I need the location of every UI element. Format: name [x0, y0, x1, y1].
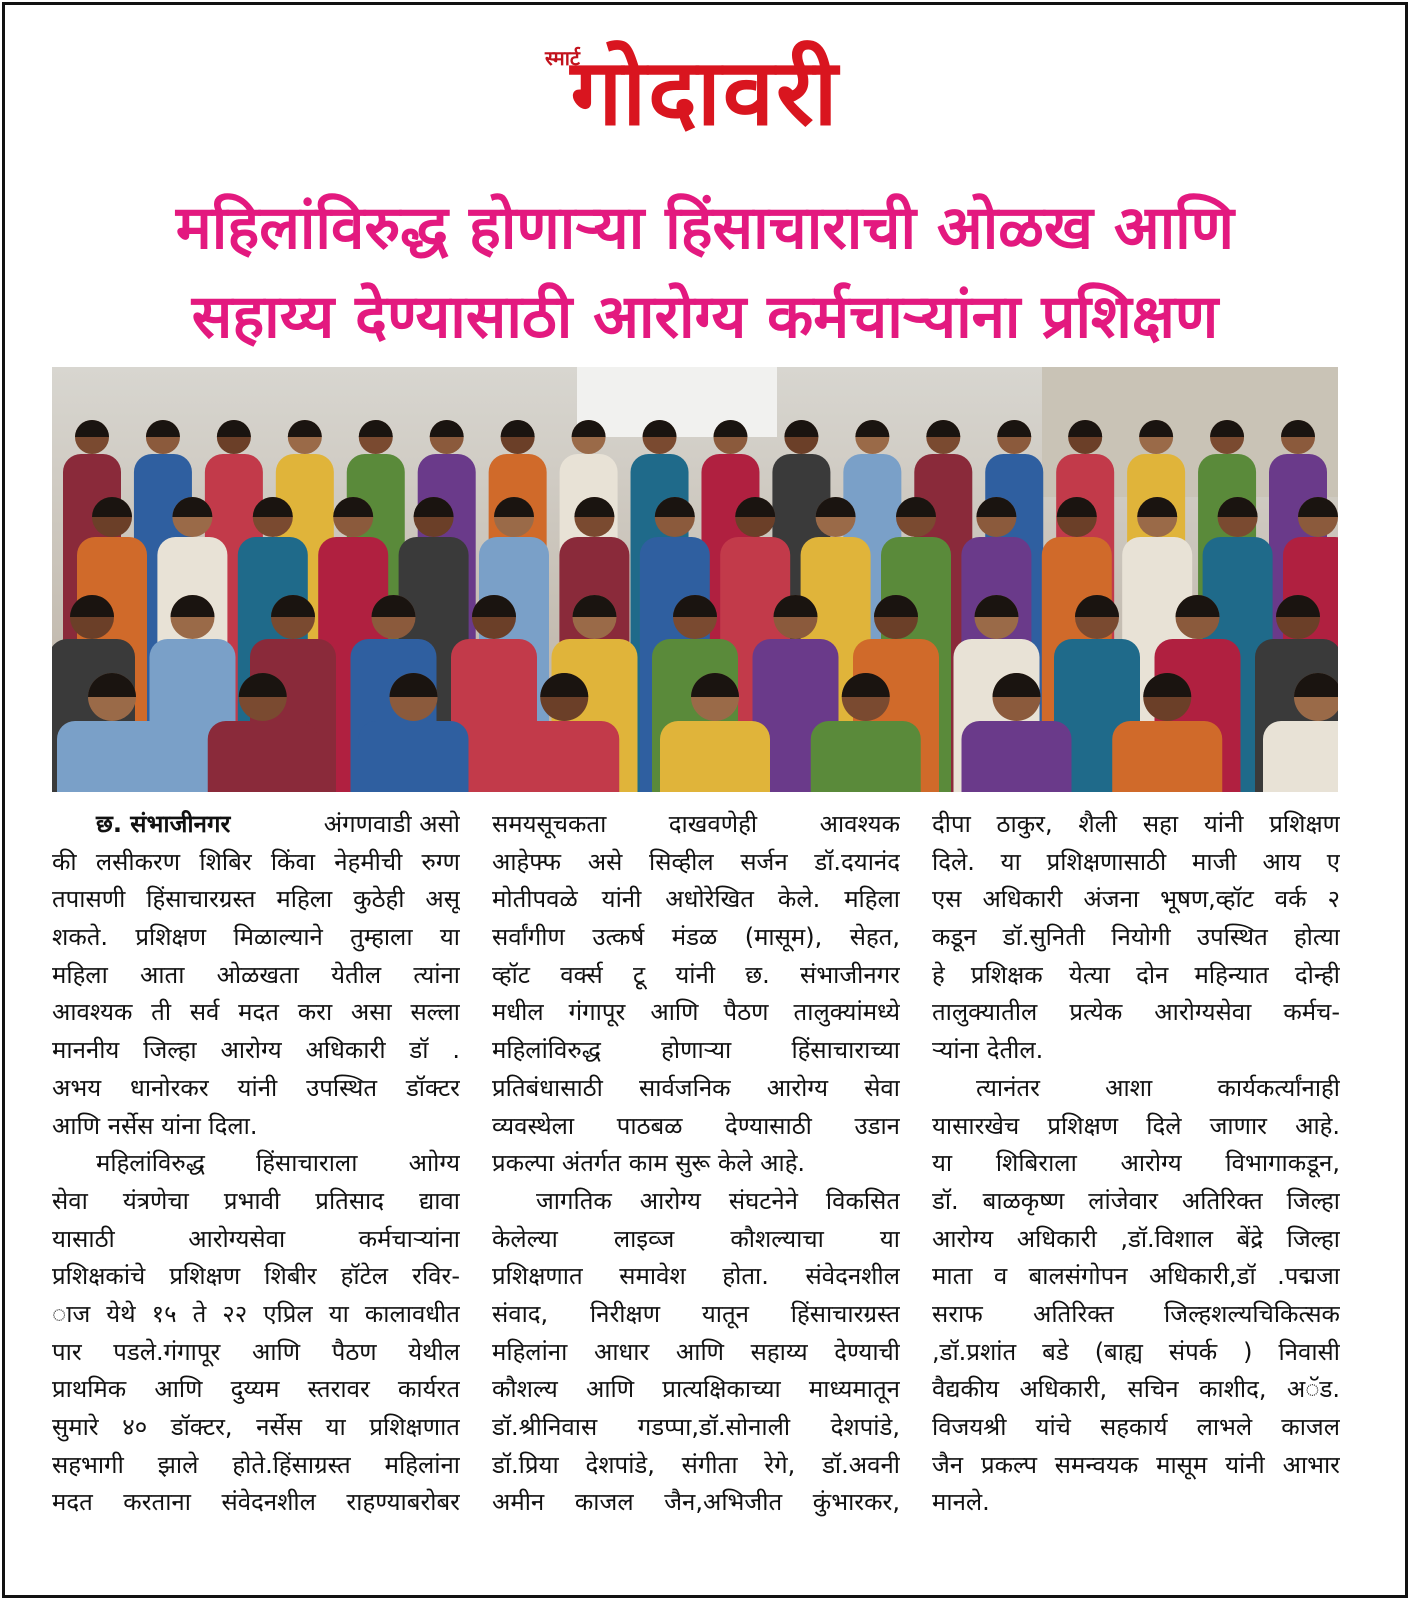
dateline: छ. संभाजीनगर — [96, 810, 231, 838]
article-line: महिला आता ओळखता येतील त्यांना — [52, 960, 460, 989]
article-line: व्हॉट वर्क्स टू यांनी छ. संभाजीनगर — [492, 960, 900, 989]
article-line: हे प्रशिक्षक येत्या दोन महिन्यात दोन्ही — [932, 960, 1340, 989]
article-line: दीपा ठाकुर, शैली सहा यांनी प्रशिक्षण — [932, 810, 1340, 838]
person-figure — [359, 721, 469, 792]
article-line: प्रशिक्षकांचे प्रशिक्षण शिबीर हॉटेल रविर- — [52, 1262, 460, 1291]
person-figure — [660, 721, 770, 792]
article-line: महिलांविरुद्ध हिंसाचाराला आोग्य — [96, 1149, 460, 1178]
article-column-2 — [492, 806, 900, 1522]
article-line: समयसूचकता दाखवणेही आवश्यक — [492, 810, 900, 838]
article-line: आवश्यक ती सर्व मदत करा असा सल्ला — [52, 998, 460, 1027]
article-line: की लसीकरण शिबिर किंवा नेहमीची रुग्ण — [52, 847, 460, 876]
article-line: तालुक्यातील प्रत्येक आरोग्यसेवा कर्मच- — [932, 998, 1340, 1027]
article-line: विजयश्री यांचे सहकार्य लाभले काजल — [932, 1413, 1340, 1441]
masthead-name: गोदावरी — [570, 39, 840, 146]
article-line: डॉ.श्रीनिवास गडप्पा,डॉ.सोनाली देशपांडे, — [492, 1413, 900, 1441]
article-line: अमीन काजल जैन,अभिजीत कुंभारकर, — [492, 1488, 900, 1517]
article-line: मदत करताना संवेदनशील राहण्याबरोबर — [52, 1488, 460, 1517]
headline-line-2: सहाय्य देण्यासाठी आरोग्य कर्मचाऱ्यांना प्रशिक्षण — [191, 282, 1219, 352]
person-figure — [962, 721, 1072, 792]
article-line: त्यानंतर आशा कार्यकर्त्यांनाही — [976, 1073, 1340, 1102]
article-line: मानले. — [932, 1488, 990, 1517]
article-line: डॉ. बाळकृष्ण लांजेवार अतिरिक्त जिल्हा — [932, 1186, 1340, 1215]
group-photo — [52, 367, 1338, 792]
article-line: माननीय जिल्हा आरोग्य अधिकारी डॉ . — [52, 1036, 460, 1065]
article-line: सेवा यंत्रणेचा प्रभावी प्रतिसाद द्यावा — [52, 1186, 460, 1215]
article-line: अभय धानोरकर यांनी उपस्थित डॉक्टर — [52, 1073, 460, 1102]
person-figure — [208, 721, 318, 792]
article-line: प्रकल्पा अंतर्गत काम सुरू केले आहे. — [492, 1149, 806, 1178]
article-line: वैद्यकीय अधिकारी, सचिन काशीद, अॅड. — [932, 1375, 1340, 1404]
article-line: एस अधिकारी अंजना भूषण,व्हॉट वर्क २ — [932, 885, 1340, 914]
article-line: पार पडले.गंगापूर आणि पैठण येथील — [52, 1337, 460, 1366]
masthead-prefix: स्मार्ट — [545, 46, 580, 70]
article-line: ाज येथे १५ ते २२ एप्रिल या कालावधीत — [52, 1299, 460, 1328]
article-line: संवाद, निरीक्षण यातून हिंसाचारग्रस्त — [492, 1299, 900, 1328]
article-line: ,डॉ.प्रशांत बडे (बाह्य संपर्क ) निवासी — [932, 1337, 1340, 1366]
article-line: मोतीपवळे यांनी अधोरेखित केले. महिला — [492, 885, 900, 914]
headline-line-1: महिलांविरुद्ध होणाऱ्या हिंसाचाराची ओळख आणि — [175, 193, 1235, 263]
article-line: प्रशिक्षणात समावेश होता. संवेदनशील — [492, 1262, 900, 1291]
article-line: महिलांविरुद्ध होणाऱ्या हिंसाचाराच्या — [492, 1036, 900, 1065]
article-line: दिले. या प्रशिक्षणासाठी माजी आय ए — [932, 847, 1340, 876]
article-line: ऱ्यांना देतील. — [932, 1036, 1044, 1065]
article-line: सराफ अतिरिक्त जिल्हशल्यचिकित्सक — [932, 1299, 1340, 1328]
person-figure — [811, 721, 921, 792]
banner — [577, 367, 777, 437]
article-line: छ. संभाजीनगर अंगणवाडी असो — [52, 806, 460, 844]
article-line: जैन प्रकल्प समन्वयक मासूम यांनी आभार — [932, 1450, 1340, 1479]
article-line: डॉ.प्रिया देशपांडे, संगीता रेगे, डॉ.अवनी — [492, 1450, 900, 1479]
article-column-1 — [52, 806, 460, 1522]
article-line: सुमारे ४० डॉक्टर, नर्सेस या प्रशिक्षणात — [52, 1413, 460, 1441]
article-line: आहेफ्फ असे सिव्हील सर्जन डॉ.दयानंद — [492, 847, 900, 876]
article-line: मधील गंगापूर आणि पैठण तालुक्यांमध्ये — [492, 998, 900, 1027]
article-line: यासाठी आरोग्यसेवा कर्मचाऱ्यांना — [52, 1224, 460, 1253]
person-figure — [57, 721, 167, 792]
article-line: माता व बालसंगोपन अधिकारी,डॉ .पद्मजा — [932, 1262, 1340, 1291]
article-column-3 — [932, 806, 1340, 1522]
article-line: व्यवस्थेला पाठबळ देण्यासाठी उडान — [492, 1111, 900, 1140]
article-line: जागतिक आरोग्य संघटनेने विकसित — [536, 1186, 900, 1215]
article-line: महिलांना आधार आणि सहाय्य देण्याची — [492, 1337, 900, 1366]
article-line: तपासणी हिंसाचारग्रस्त महिला कुठेही असू — [52, 885, 460, 914]
article-line: कौशल्य आणि प्रात्यक्षिकाच्या माध्यमातून — [492, 1375, 900, 1404]
article-line: या शिबिराला आरोग्य विभागाकडून, — [932, 1149, 1340, 1178]
article-line: सर्वांगीण उत्कर्ष मंडळ (मासूम), सेहत, — [492, 923, 900, 952]
article-line: आणि नर्सेस यांना दिला. — [52, 1111, 258, 1140]
article-photo — [52, 367, 1338, 792]
person-figure — [1263, 721, 1338, 792]
person-figure — [1112, 721, 1222, 792]
person-figure — [509, 721, 619, 792]
article-line: कडून डॉ.सुनिती नियोगी उपस्थित होत्या — [932, 923, 1340, 952]
article-line: सहभागी झाले होते.हिंसाग्रस्त महिलांना — [52, 1450, 460, 1479]
article-line: आरोग्य अधिकारी ,डॉ.विशाल बेंद्रे जिल्हा — [932, 1224, 1340, 1253]
article-line: केलेल्या लाइव्ज कौशल्याचा या — [492, 1224, 900, 1253]
article-line: प्राथमिक आणि दुय्यम स्तरावर कार्यरत — [52, 1375, 460, 1404]
article-line: शकते. प्रशिक्षण मिळाल्याने तुम्हाला या — [52, 923, 460, 952]
article-line: यासारखेच प्रशिक्षण दिले जाणार आहे. — [932, 1111, 1340, 1140]
article-line: प्रतिबंधासाठी सार्वजनिक आरोग्य सेवा — [492, 1073, 900, 1102]
